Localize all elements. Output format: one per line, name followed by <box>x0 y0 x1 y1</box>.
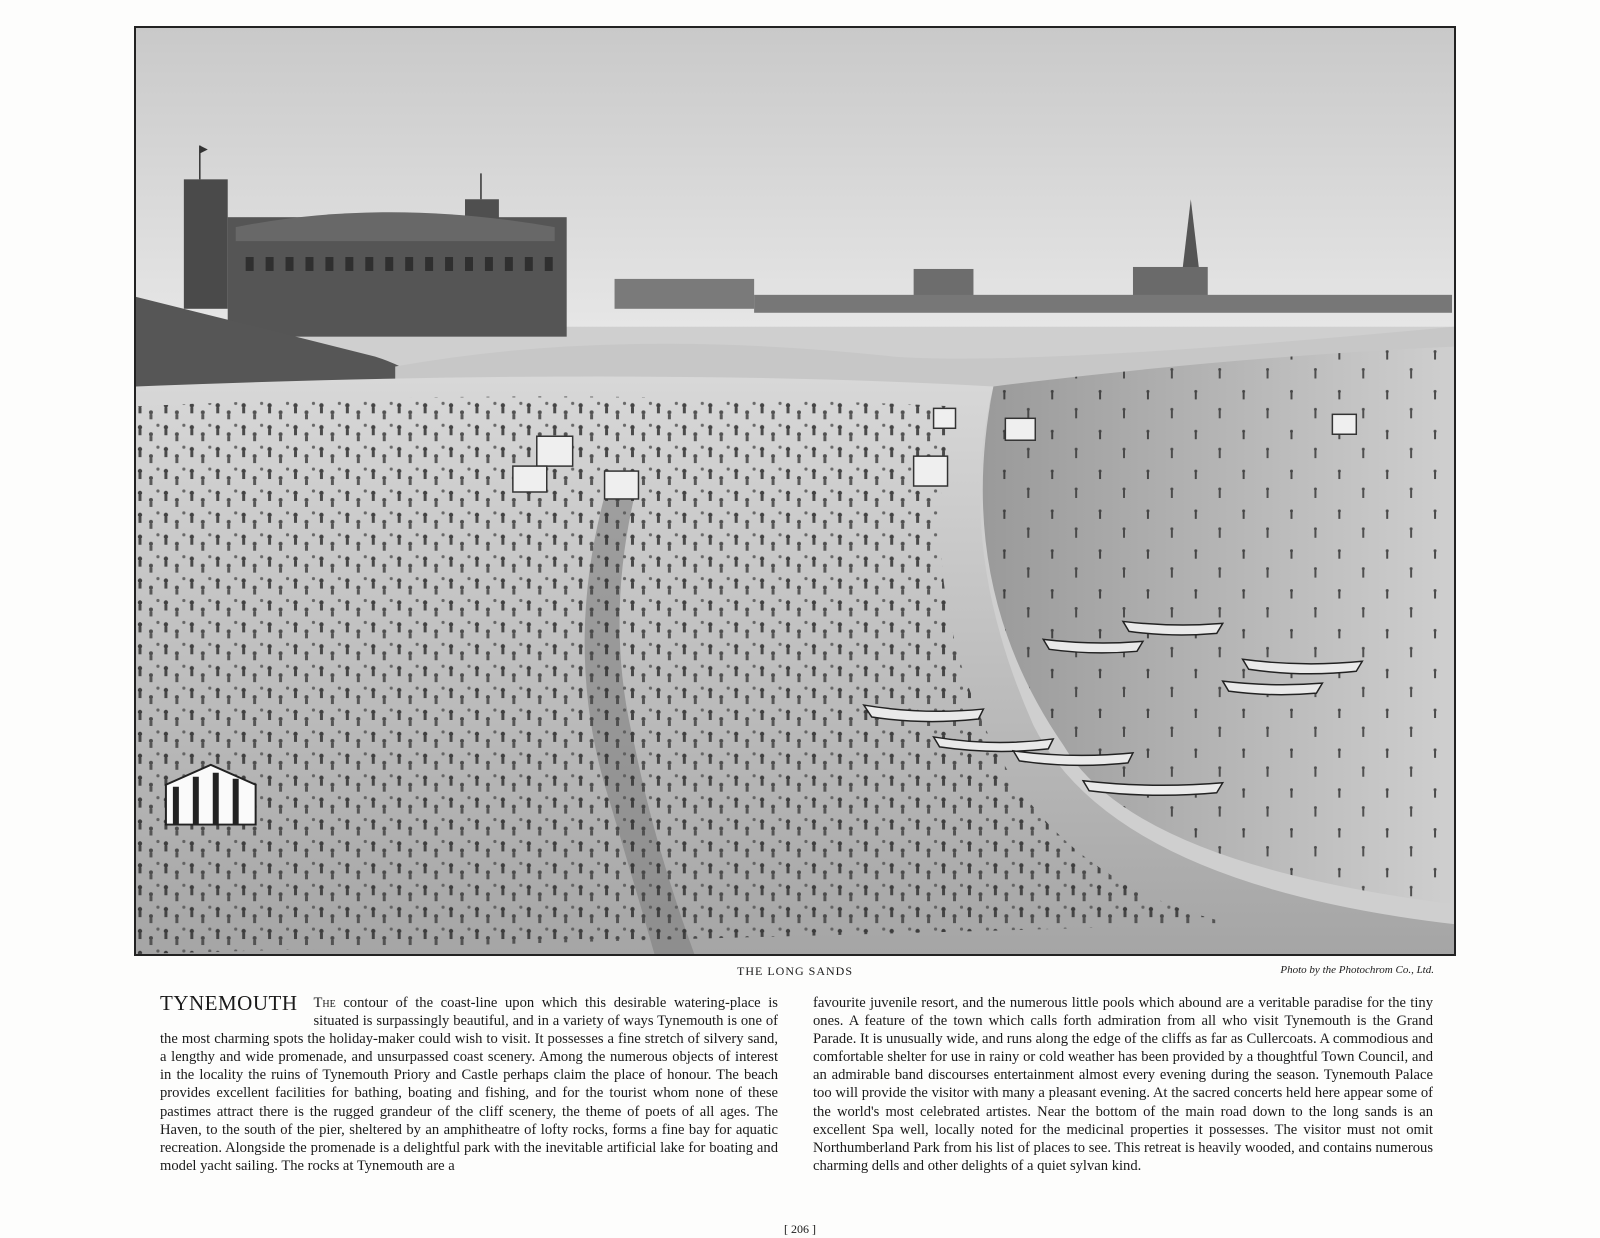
article-heading: TYNEMOUTH <box>160 991 298 1015</box>
photo-credit: Photo by the Photochrom Co., Ltd. <box>1280 964 1434 976</box>
article-left-paragraph <box>160 994 778 1175</box>
article-right-column <box>813 994 1433 1175</box>
photo-caption: THE LONG SANDS <box>737 964 853 978</box>
article-right-body: favourite juvenile resort, and the numerous little pools which abound are a veritable paradise for the tiny ones. A feature of the town which calls forth admiration from all who visit Tynemouth is the Grand Parade. It is unusually wide, and runs along the edge of the cliffs as far as Cullercoats. A commodious and comfortable shelter for use in rainy or cold weather has been provided by a thoughtful Town Council, and an admirable band discourses entertainment almost every evening during the season. Tynemouth Palace too will provide the visitor with many a pleasant evening. At the sacred concerts held here appear some of the world's most celebrated artistes. Near the bottom of the main road down to the long sands is an excellent Spa well, locally noted for the medicinal properties it possesses. The visitor must not omit Northumberland Park from his list of places to see. This retreat is heavily wooded, and contains numerous charming dells and other delights of a quiet sylvan kind. <box>813 995 1433 1174</box>
article-left-body: contour of the coast-line upon which this desirable watering-place is situated is surpassingly beautiful, and in a variety of ways Tynemouth is one of the most charming spots the holiday-maker could wish to visit. It possesses a fine stretch of silvery sand, a lengthy and wide promenade, and unsurpassed coast scenery. Among the numerous objects of interest in the locality the ruins of Tynemouth Priory and Castle perhaps claim the place of honour. The beach provides excellent facilities for bathing, boating and fishing, and for the tourist whom none of these pastimes attract there is the rugged grandeur of the cliff scenery, the theme of poets of all ages. The Haven, to the south of the pier, sheltered by an amphitheatre of lofty rocks, forms a fine bay for aquatic recreation. Alongside the promenade is a delightful park with the inevitable artificial lake for boating and model yacht sailing. The rocks at Tynemouth are a <box>160 995 778 1174</box>
photo-caption-row <box>134 964 1456 982</box>
beach-scene-illustration <box>136 28 1454 954</box>
article-left-column <box>160 991 778 1175</box>
article-lead-word: The <box>313 995 336 1011</box>
page-number: [ 206 ] <box>784 1222 816 1236</box>
beach-photograph <box>134 26 1456 956</box>
